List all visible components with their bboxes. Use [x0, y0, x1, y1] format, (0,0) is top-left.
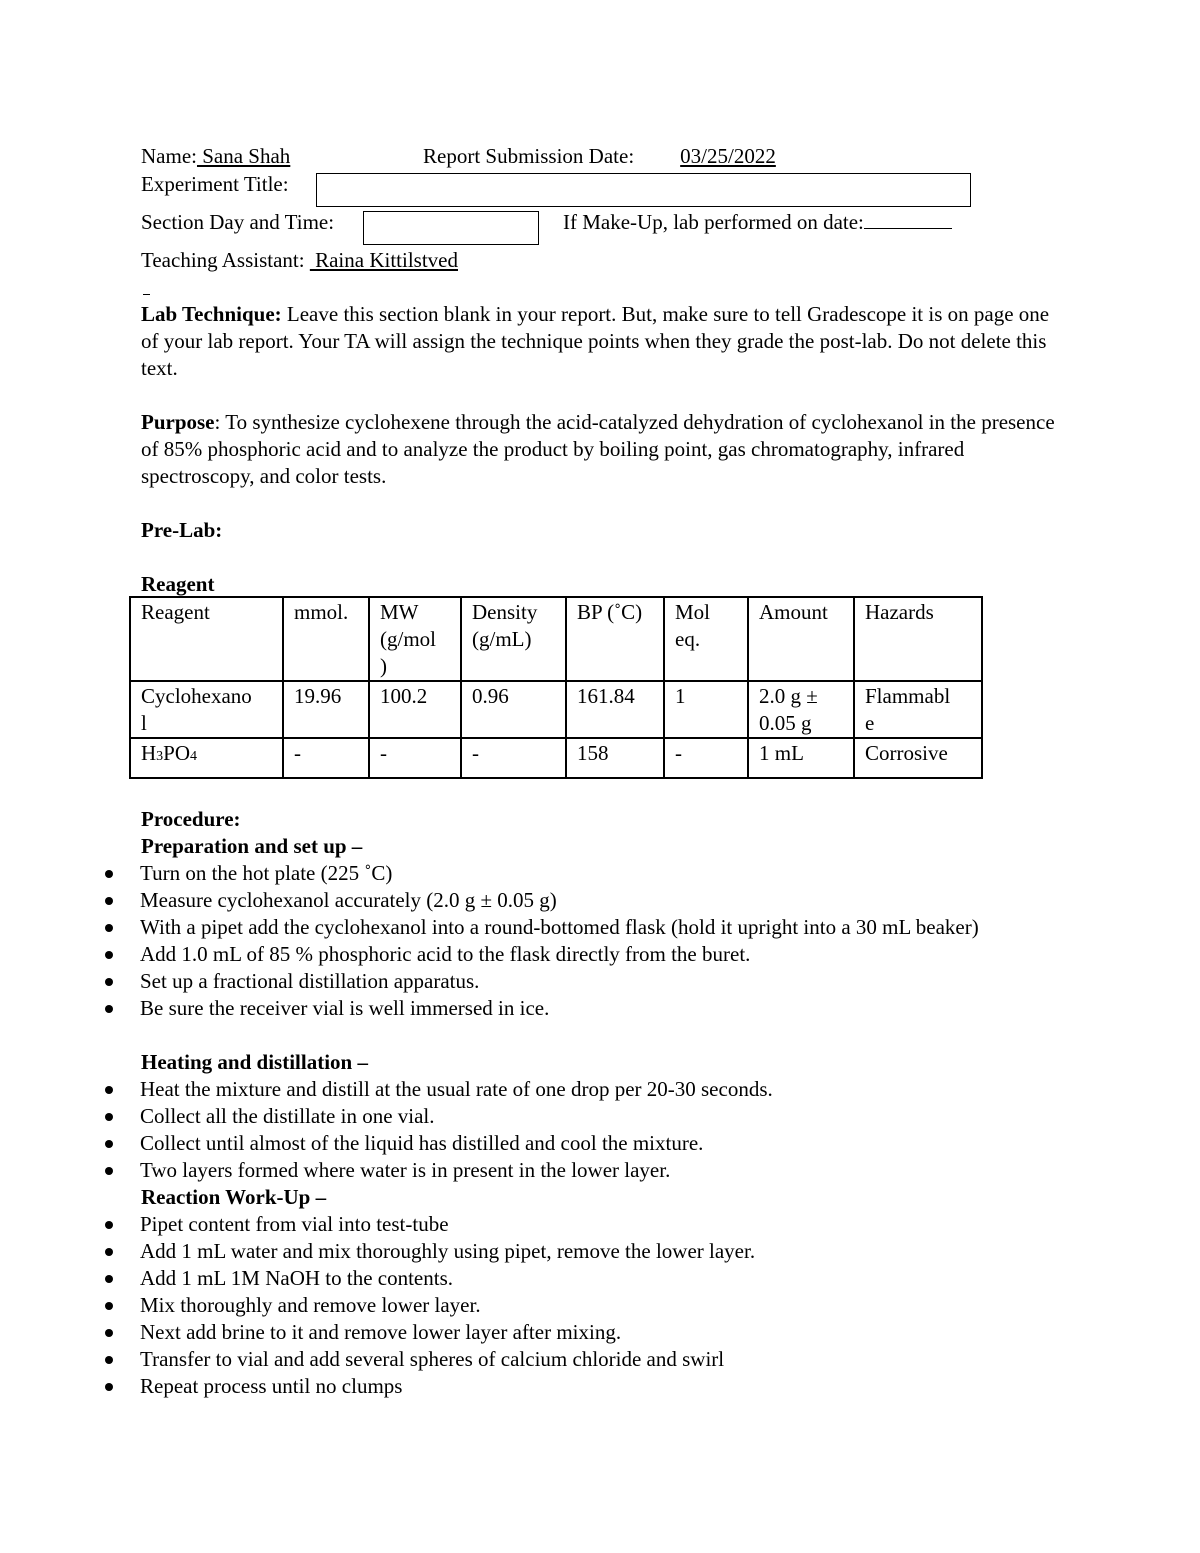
table-cell-formula: H3PO4: [130, 738, 283, 778]
table-cell: -: [664, 738, 748, 778]
list-item: Add 1.0 mL of 85 % phosphoric acid to the flask directly from the buret.: [70, 941, 1000, 968]
section-day-time-label: Section Day and Time:: [141, 210, 335, 234]
header-cell: BP (˚C): [566, 597, 664, 681]
table-cell: -: [283, 738, 369, 778]
makeup-date-line: [563, 209, 952, 236]
purpose-label: Purpose: [141, 410, 215, 434]
table-cell: 100.2: [369, 681, 461, 738]
teaching-assistant-value[interactable]: Raina Kittilstved: [309, 248, 458, 272]
purpose-paragraph: [141, 409, 1061, 490]
header-cell: mmol.: [283, 597, 369, 681]
table-cell: Corrosive: [854, 738, 982, 778]
list-item: Pipet content from vial into test-tube: [70, 1211, 1000, 1238]
table-cell: -: [369, 738, 461, 778]
experiment-title-field[interactable]: [316, 173, 971, 207]
submission-date-label: Report Submission Date:: [423, 144, 635, 168]
reagent-heading: Reagent: [141, 572, 215, 596]
header-cell: Hazards: [854, 597, 982, 681]
name-value[interactable]: Sana Shah: [196, 144, 291, 168]
list-item: Next add brine to it and remove lower layer after mixing.: [70, 1319, 1000, 1346]
list-item: Two layers formed where water is in present in the lower layer.: [70, 1157, 1000, 1184]
section-title: Reaction Work-Up –: [141, 1185, 327, 1209]
teaching-assistant-label: Teaching Assistant:: [141, 248, 305, 272]
list-item: Add 1 mL water and mix thoroughly using pipet, remove the lower layer.: [70, 1238, 1000, 1265]
header-cell: Amount: [748, 597, 854, 681]
purpose-text: : To synthesize cyclohexene through the acid-catalyzed dehydration of cyclohexanol in the presence of 85% phosphoric acid and to analyze the product by boiling point, gas chromatography, infrared spectroscopy, and color tests.: [141, 410, 1055, 488]
list-item: Heat the mixture and distill at the usual rate of one drop per 20-30 seconds.: [70, 1076, 1000, 1103]
name-label: Name:: [141, 144, 197, 168]
list-item: Mix thoroughly and remove lower layer.: [70, 1292, 1000, 1319]
section-title: Heating and distillation –: [141, 1050, 368, 1074]
submission-date-line: [423, 143, 894, 170]
stray-underline: [143, 294, 150, 295]
table-row: [130, 738, 982, 778]
list-item: Be sure the receiver vial is well immersed in ice.: [70, 995, 1000, 1022]
section-title: Preparation and set up –: [141, 834, 363, 858]
table-cell: 2.0 g ± 0.05 g: [748, 681, 854, 738]
lab-technique-label: Lab Technique:: [141, 302, 282, 326]
table-header-row: [130, 597, 982, 681]
table-cell: 158: [566, 738, 664, 778]
header-cell: Density (g/mL): [461, 597, 566, 681]
teaching-assistant-line: [141, 247, 458, 274]
list-item: Repeat process until no clumps: [70, 1373, 1000, 1400]
table-cell: 19.96: [283, 681, 369, 738]
list-item: Measure cyclohexanol accurately (2.0 g ± 0.05 g): [70, 887, 1000, 914]
table-cell: -: [461, 738, 566, 778]
list-item: Turn on the hot plate (225 ˚C): [70, 860, 1000, 887]
list-item: With a pipet add the cyclohexanol into a round-bottomed flask (hold it upright into a 30 mL beaker): [70, 914, 1000, 941]
header-cell: MW (g/mol ): [369, 597, 461, 681]
list-item: Transfer to vial and add several spheres of calcium chloride and swirl: [70, 1346, 1000, 1373]
workup-list: [70, 1211, 1000, 1400]
table-cell: 1 mL: [748, 738, 854, 778]
makeup-date-field[interactable]: [864, 210, 952, 229]
table-cell: Cyclohexano l: [130, 681, 283, 738]
makeup-date-label: If Make-Up, lab performed on date:: [563, 210, 864, 234]
prelab-heading: Pre-Lab:: [141, 518, 223, 542]
list-item: Collect all the distillate in one vial.: [70, 1103, 1000, 1130]
table-cell: 0.96: [461, 681, 566, 738]
list-item: Add 1 mL 1M NaOH to the contents.: [70, 1265, 1000, 1292]
name-line: [141, 143, 290, 170]
procedure-heading: Procedure:: [141, 807, 241, 831]
lab-technique-text: Leave this section blank in your report. But, make sure to tell Gradescope it is on page one of your lab report. Your TA will assign the technique points when they grade the post-lab. Do not delete this text.: [141, 302, 1050, 380]
lab-technique-paragraph: [141, 301, 1061, 382]
reagent-table: [129, 596, 983, 779]
section-day-time-field[interactable]: [363, 211, 539, 245]
header-cell: Reagent: [130, 597, 283, 681]
submission-date-value[interactable]: 03/25/2022: [680, 144, 776, 168]
experiment-title-label: Experiment Title:: [141, 172, 289, 196]
preparation-list: [70, 860, 1000, 1022]
table-cell: Flammabl e: [854, 681, 982, 738]
table-cell: 1: [664, 681, 748, 738]
table-cell: 161.84: [566, 681, 664, 738]
list-item: Set up a fractional distillation apparatus.: [70, 968, 1000, 995]
heating-list: [70, 1076, 1000, 1184]
header-cell: Mol eq.: [664, 597, 748, 681]
table-row: [130, 681, 982, 738]
list-item: Collect until almost of the liquid has distilled and cool the mixture.: [70, 1130, 1000, 1157]
